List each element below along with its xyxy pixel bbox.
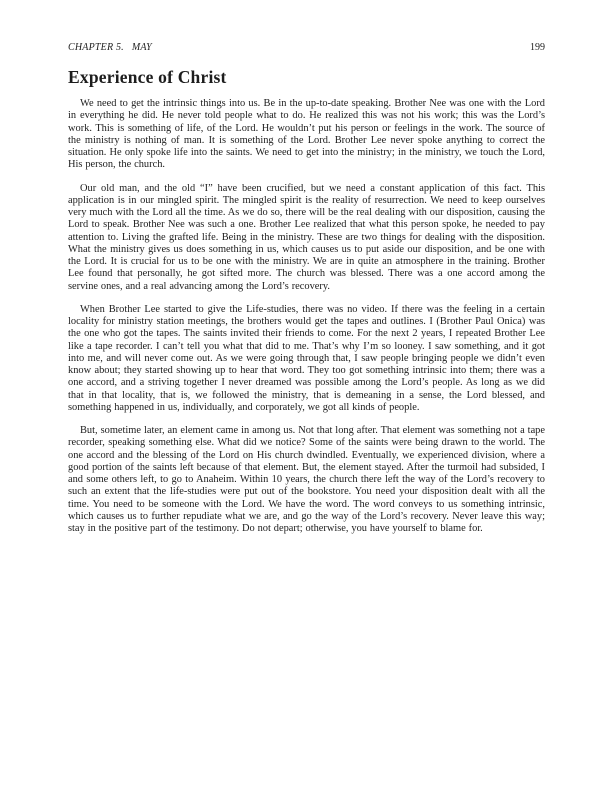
body-paragraph-2: Our old man, and the old “I” have been crucified, but we need a constant application of this fact. This application is in our mingled spirit. The mingled spirit is the reality of resurrection. We need to keep ourselves very much with the Lord all the time. As we do so, there will be the real dealing with our disposition, causing the Lord to speak. Brother Nee was such a one. Brother Lee realized that what this person spoke, he needed to pay attention to. Living the grafted life. Being in the ministry. These are two things for dealing with the disposition. What the ministry gives us does something in us, which causes us to put aside our disposition, and be one with the Lord. It is crucial for us to be one with the ministry. We are in quite an atmosphere in the training. Brother Lee found that personally, he got sifted more. The church was blessed. There was a one accord among the servine ones, and a real advancing among the Lord’s recovery. xyxy=(68,182,545,292)
chapter-label: CHAPTER 5. xyxy=(68,42,124,53)
body-paragraph-4: But, sometime later, an element came in among us. Not that long after. That element was something not a tape recorder, speaking something else. What did we notice? Some of the saints were being drawn to the world. The one accord and the blessing of the Lord on His church dwindled. Eventually, we experienced division, where a good portion of the saints left because of that element. But, the element stayed. After the turmoil had subsided, I and some others left, to go to Anaheim. Within 10 years, the church there left the way of the Lord’s recovery to such an extent that the life-studies were put out of the bookstore. You need your disposition dealt with all the time. You need to be someone with the Lord. We have the word. The word conveys to us something intrinsic, which causes us to further repudiate what we are, and go the way of the Lord’s recovery. Never leave this way; stay in the positive part of the testimony. Do not depart; otherwise, you have yourself to blame for. xyxy=(68,425,545,534)
running-head-chapter xyxy=(68,42,152,54)
body-paragraph-1: We need to get the intrinsic things into us. Be in the up-to-date speaking. Brother Nee was one with the Lord in everything he did. He never told people what to do. He realized this was not his work; this was the Lord’s work. This is something of life, of the Lord. He wouldn’t put his person or feelings in the work. The source of the ministry is nothing of man. It is something of the Lord. Brother Lee never spoke anything to correct the situation. He only spoke life into the saints. We need to get into the ministry; in the ministry, we touch the Lord, His person, the church. xyxy=(68,98,545,171)
page-number: 199 xyxy=(530,42,545,53)
body-paragraph-3: When Brother Lee started to give the Life-studies, there was no video. If there was the feeling in a certain locality for ministry station meetings, the brothers would get the tapes and outlines. I (Brother Paul Onica) was the one who got the tapes. The saints invited their friends to come. For the next 2 years, I repeated Brother Lee like a tape recorder. I can’t tell you what that did to me. That’s why I’m so looney. I saw something, and it got into me, and will never come out. As we were going through that, I saw people bringing people we didn’t even know about; they started showing up to hear that word. They too got something intrinsic into them; there was a one accord, and a striving together I never dreamed was possible among the Lord’s people. As long as we did that in that locality, that is, we followed the ministry, that is demeaning in a sense, the Lord blessed, and something happened in us, individually, and corporately, we got all kinds of people. xyxy=(68,303,545,413)
body-text xyxy=(68,98,545,535)
running-head xyxy=(68,42,545,54)
section-title: Experience of Christ xyxy=(68,67,227,87)
chapter-name: MAY xyxy=(131,42,152,53)
